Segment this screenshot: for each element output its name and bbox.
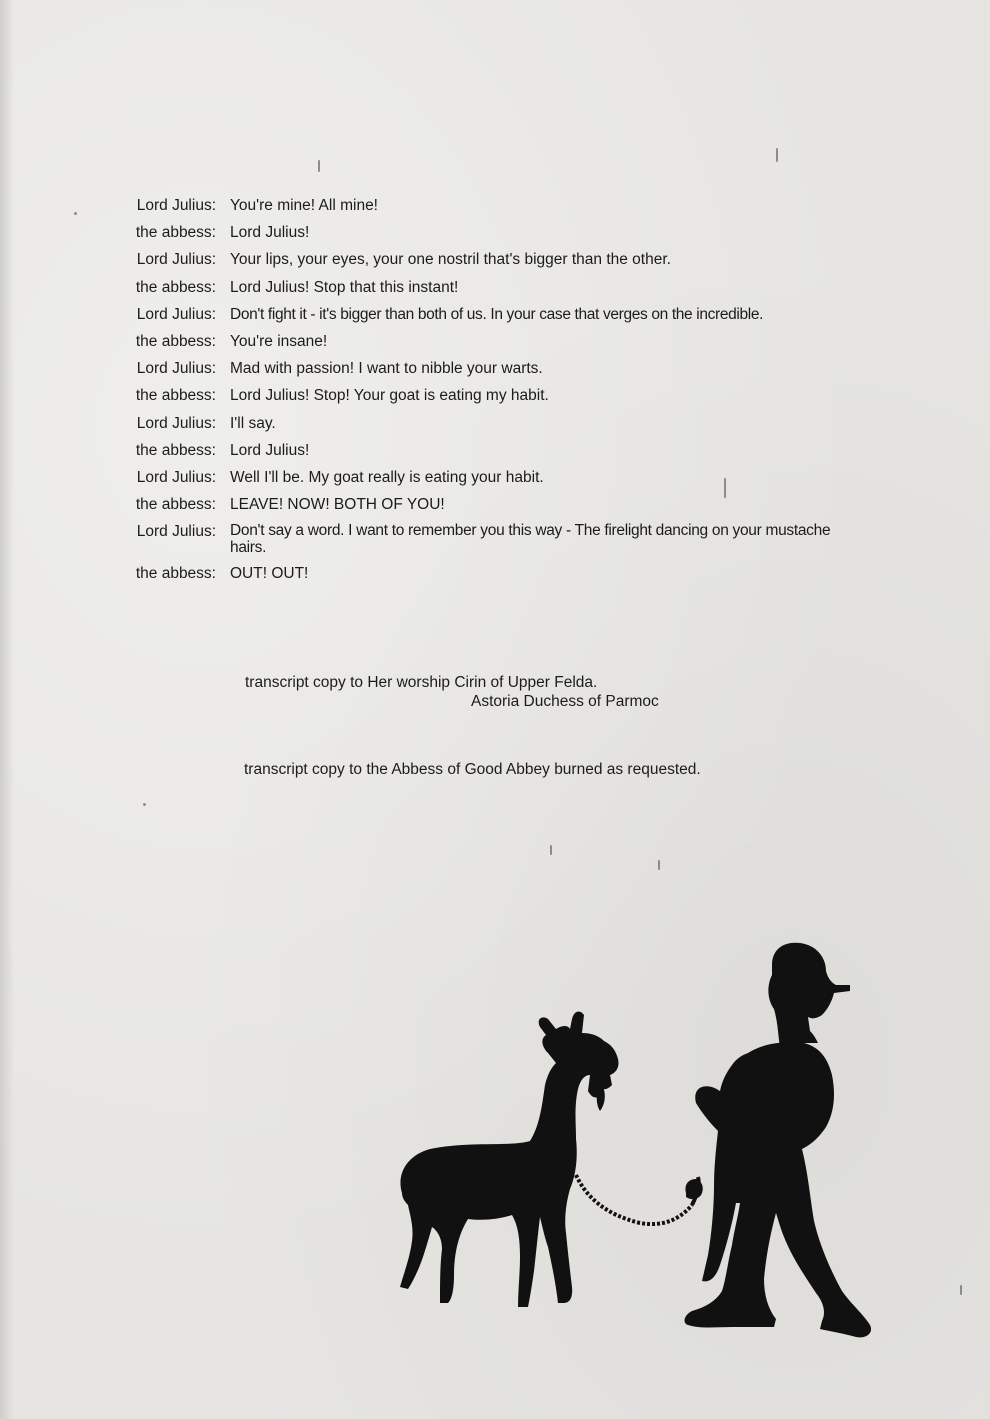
speech-text: OUT! OUT! <box>230 565 309 583</box>
speech-text: Mad with passion! I want to nibble your warts. <box>230 360 543 378</box>
transcript-copy-note: transcript copy to the Abbess of Good Abbey burned as requested. <box>244 761 701 778</box>
speaker-name: the abbess: <box>135 224 216 242</box>
dialogue-line <box>100 564 890 583</box>
chain-lead <box>576 1175 699 1224</box>
paper-speck <box>550 845 552 855</box>
transcript-copy-note: transcript copy to Her worship Cirin of Upper Felda. <box>245 674 598 691</box>
speaker-name: Lord Julius: <box>136 251 216 269</box>
speaker-name: the abbess: <box>135 496 216 514</box>
speech-text: Lord Julius! <box>230 224 310 242</box>
dialogue-transcript <box>100 196 890 592</box>
man-silhouette <box>685 943 872 1338</box>
page-edge <box>0 0 14 1419</box>
speaker-name: Lord Julius: <box>136 523 216 541</box>
dialogue-line <box>100 359 890 378</box>
dialogue-line <box>100 468 890 487</box>
speaker-name: Lord Julius: <box>136 197 216 214</box>
speaker-name: Lord Julius: <box>136 305 216 323</box>
paper-speck <box>143 803 146 806</box>
speech-text: You're mine! All mine! <box>230 197 378 214</box>
speaker-name: Lord Julius: <box>136 360 216 378</box>
speech-text: Don't fight it - it's bigger than both of us. In your case that verges on the incredible. <box>230 305 764 323</box>
speech-text: Lord Julius! Stop that this instant! <box>230 278 459 296</box>
dialogue-line <box>100 414 890 433</box>
dialogue-line <box>100 522 890 556</box>
paper-speck <box>960 1285 962 1295</box>
dialogue-line <box>100 332 890 351</box>
speaker-name: the abbess: <box>135 278 216 296</box>
speech-text: Your lips, your eyes, your one nostril that's bigger than the other. <box>230 251 671 269</box>
speech-text: Lord Julius! <box>230 441 310 459</box>
dialogue-line <box>100 196 890 215</box>
paper-speck <box>318 160 320 172</box>
dialogue-line <box>100 495 890 514</box>
speech-text: Well I'll be. My goat really is eating your habit. <box>230 468 544 486</box>
speech-text: I'll say. <box>230 414 276 432</box>
dialogue-line <box>100 305 890 324</box>
paper-speck <box>658 860 660 870</box>
dialogue-line <box>100 250 890 269</box>
man-leading-goat-silhouette <box>380 935 900 1385</box>
paper-speck <box>74 212 77 215</box>
signature-line: Astoria Duchess of Parmoc <box>471 693 659 710</box>
speech-text: Lord Julius! Stop! Your goat is eating my habit. <box>230 387 549 405</box>
dialogue-line <box>100 441 890 460</box>
speaker-name: the abbess: <box>135 441 216 459</box>
speech-text: LEAVE! NOW! BOTH OF YOU! <box>230 496 445 514</box>
paper-speck <box>776 148 778 162</box>
speaker-name: Lord Julius: <box>136 414 216 432</box>
dialogue-line <box>100 278 890 297</box>
dialogue-line <box>100 386 890 405</box>
speaker-name: the abbess: <box>135 565 216 583</box>
goat-silhouette <box>400 1012 619 1307</box>
dialogue-line <box>100 223 890 242</box>
speech-text: You're insane! <box>230 332 328 350</box>
speech-text: Don't say a word. I want to remember you this way - The firelight dancing on your mustache hairs. <box>230 522 831 557</box>
speaker-name: the abbess: <box>135 332 216 350</box>
speaker-name: the abbess: <box>135 387 216 405</box>
speaker-name: Lord Julius: <box>136 468 216 486</box>
